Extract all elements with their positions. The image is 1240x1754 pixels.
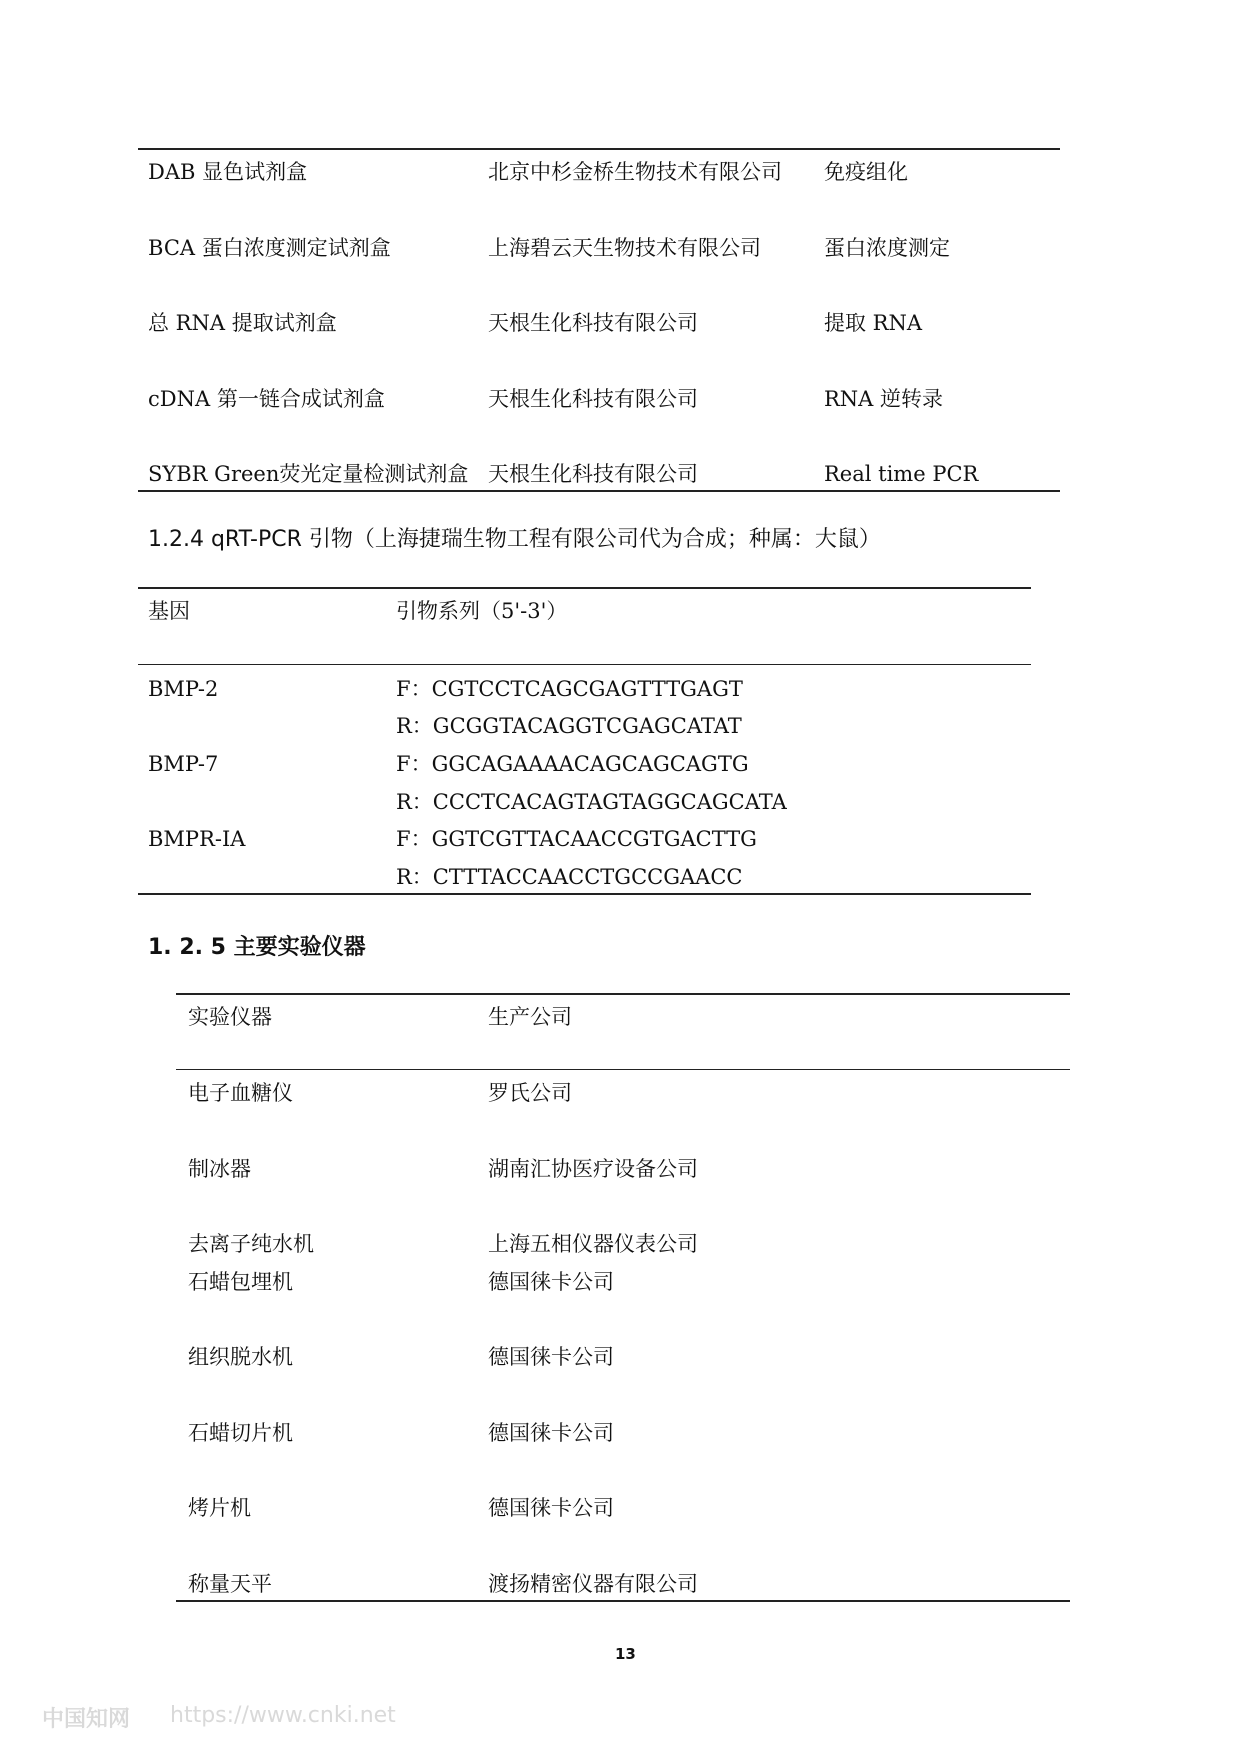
- primer-gene: BMPR-IA: [148, 827, 246, 851]
- kit-use: RNA 逆转录: [824, 387, 944, 411]
- primer-table-header-rule: [138, 664, 1031, 665]
- kit-use: Real time PCR: [824, 462, 979, 486]
- primer-sequence: R：CCCTCACAGTAGTAGGCAGCATA: [396, 790, 787, 814]
- instrument-name: 制冰器: [188, 1157, 251, 1181]
- primer-table-top-rule: [138, 587, 1031, 589]
- page-number: 13: [615, 1645, 636, 1663]
- kits-table-bottom-rule: [138, 490, 1060, 492]
- instrument-company: 上海五相仪器仪表公司: [488, 1232, 698, 1256]
- instrument-company: 湖南汇协医疗设备公司: [488, 1157, 698, 1181]
- instrument-company: 罗氏公司: [488, 1081, 572, 1105]
- instrument-name: 石蜡包埋机: [188, 1270, 293, 1294]
- kit-company: 天根生化科技有限公司: [488, 387, 698, 411]
- instrument-header-company: 生产公司: [488, 1005, 572, 1029]
- kit-name: cDNA 第一链合成试剂盒: [148, 387, 385, 411]
- instrument-table-bottom-rule: [176, 1600, 1070, 1602]
- kits-table-top-rule: [138, 148, 1060, 150]
- primer-sequence: F：GGTCGTTACAACCGTGACTTG: [396, 827, 757, 851]
- primer-gene: BMP-2: [148, 677, 219, 701]
- primer-sequence: R：GCGGTACAGGTCGAGCATAT: [396, 714, 742, 738]
- primer-sequence: F：GGCAGAAAACAGCAGCAGTG: [396, 752, 749, 776]
- instrument-company: 渡扬精密仪器有限公司: [488, 1572, 698, 1596]
- instrument-name: 称量天平: [188, 1572, 272, 1596]
- instrument-company: 德国徕卡公司: [488, 1496, 614, 1520]
- watermark-url: https://www.cnki.net: [170, 1703, 396, 1728]
- instrument-name: 石蜡切片机: [188, 1421, 293, 1445]
- section-heading-primers: 1.2.4 qRT-PCR 引物（上海捷瑞生物工程有限公司代为合成；种属：大鼠）: [148, 527, 881, 552]
- primer-table-bottom-rule: [138, 893, 1031, 895]
- instrument-name: 去离子纯水机: [188, 1232, 314, 1256]
- instrument-table-top-rule: [176, 993, 1070, 995]
- instrument-table-header-rule: [176, 1069, 1070, 1070]
- kit-company: 上海碧云天生物技术有限公司: [488, 236, 761, 260]
- kit-name: SYBR Green荧光定量检测试剂盒: [148, 462, 469, 486]
- kit-company: 天根生化科技有限公司: [488, 311, 698, 335]
- instrument-header-name: 实验仪器: [188, 1005, 272, 1029]
- kit-company: 北京中杉金桥生物技术有限公司: [488, 160, 782, 184]
- instrument-company: 德国徕卡公司: [488, 1421, 614, 1445]
- kit-company: 天根生化科技有限公司: [488, 462, 698, 486]
- primer-header-sequence: 引物系列（5'-3'）: [396, 599, 568, 623]
- kit-use: 提取 RNA: [824, 311, 923, 335]
- kit-name: 总 RNA 提取试剂盒: [148, 311, 337, 335]
- primer-sequence: R：CTTTACCAACCTGCCGAACC: [396, 865, 743, 889]
- section-heading-instruments: 1. 2. 5 主要实验仪器: [148, 935, 366, 960]
- instrument-name: 组织脱水机: [188, 1345, 293, 1369]
- kit-name: BCA 蛋白浓度测定试剂盒: [148, 236, 391, 260]
- instrument-name: 电子血糖仪: [188, 1081, 293, 1105]
- kit-name: DAB 显色试剂盒: [148, 160, 308, 184]
- watermark-logo: 中国知网: [42, 1707, 131, 1732]
- kit-use: 免疫组化: [824, 160, 908, 184]
- instrument-name: 烤片机: [188, 1496, 251, 1520]
- kit-use: 蛋白浓度测定: [824, 236, 950, 260]
- primer-header-gene: 基因: [148, 599, 190, 623]
- primer-sequence: F：CGTCCTCAGCGAGTTTGAGT: [396, 677, 743, 701]
- instrument-company: 德国徕卡公司: [488, 1270, 614, 1294]
- primer-gene: BMP-7: [148, 752, 219, 776]
- instrument-company: 德国徕卡公司: [488, 1345, 614, 1369]
